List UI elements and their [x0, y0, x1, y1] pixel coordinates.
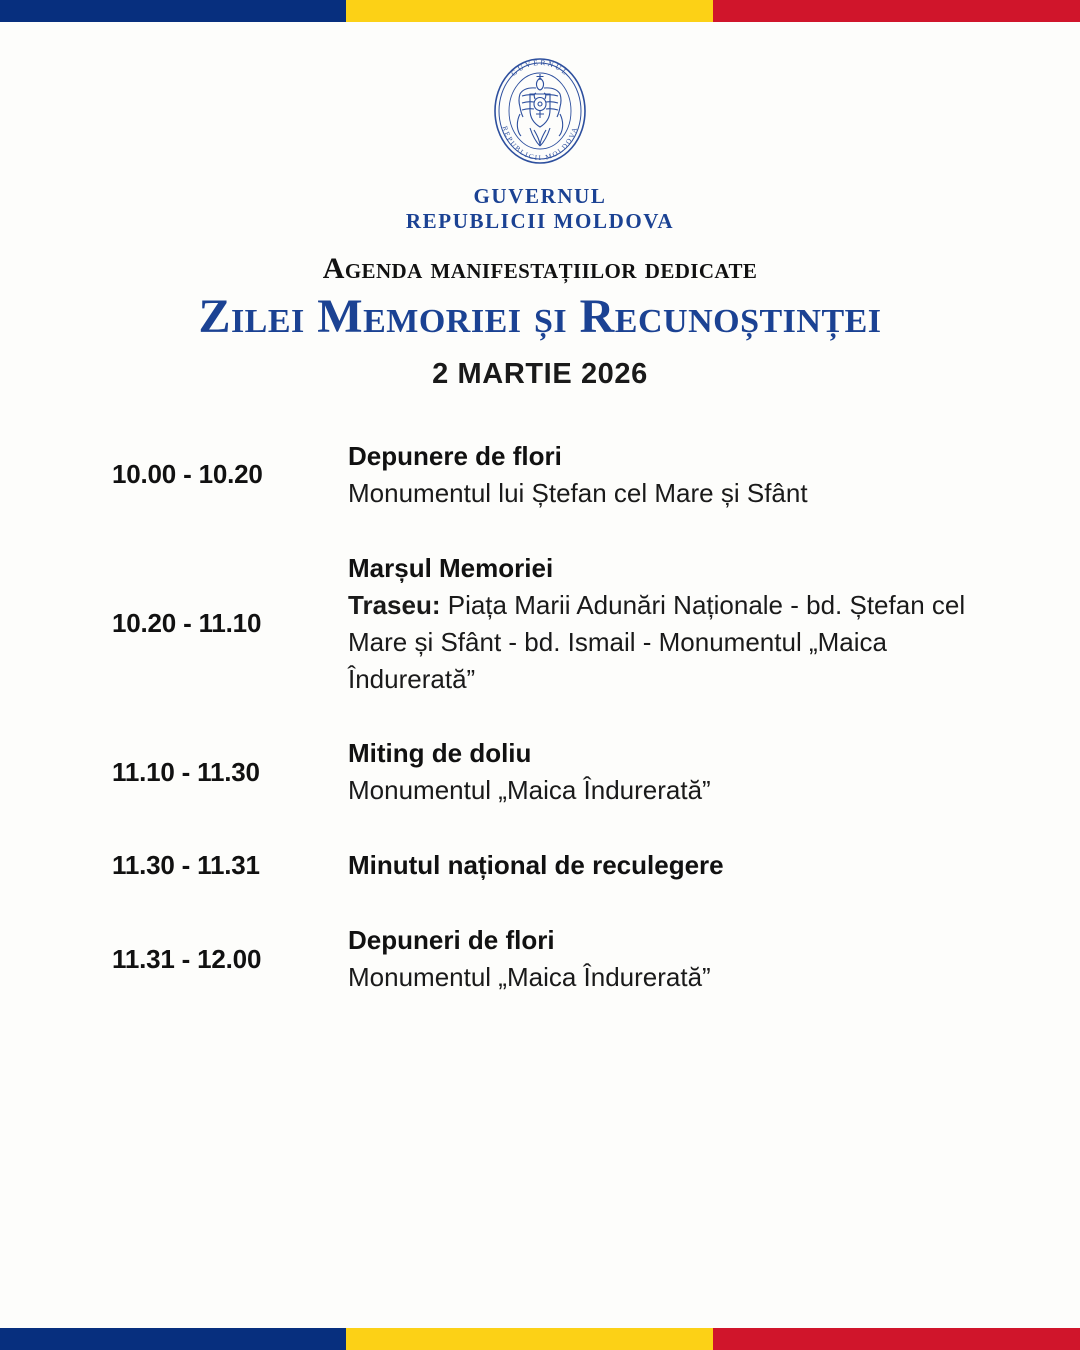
agenda-row [112, 438, 1020, 512]
flag-band-yellow [346, 1328, 713, 1350]
government-emblem-block [0, 52, 1080, 234]
agenda-event-sub: Monumentul lui Ștefan cel Mare și Sfânt [348, 477, 808, 508]
agenda-event-title: Miting de doliu [348, 738, 532, 769]
flag-band-blue [0, 1328, 346, 1350]
agenda-event-title: Marșul Memoriei [348, 552, 554, 583]
agenda-detail [348, 735, 1020, 809]
flag-band-blue [0, 0, 346, 22]
svg-text:REPUBLICII MOLDOVA: REPUBLICII MOLDOVA [500, 125, 580, 163]
agenda-time: 11.30 - 11.31 [112, 850, 260, 881]
agenda-event-title: Minutul național de reculegere [348, 850, 724, 881]
agenda-time: 10.00 - 10.20 [112, 459, 263, 490]
agenda-time: 10.20 - 11.10 [112, 608, 262, 639]
flag-band-red [713, 1328, 1080, 1350]
flag-band-yellow [346, 0, 713, 22]
poster-title: Zilei Memoriei și Recunoștinței [198, 290, 882, 343]
agenda-detail [348, 550, 1020, 698]
agenda-detail [348, 438, 1020, 512]
agenda-row [112, 847, 1020, 884]
svg-text:GUVERNUL: GUVERNUL [509, 57, 571, 78]
agenda-row [112, 735, 1020, 809]
agenda-event-title: Depuneri de flori [348, 925, 555, 956]
government-wordmark-line2: REPUBLICII MOLDOVA [405, 208, 675, 233]
moldova-state-seal-icon [484, 52, 596, 170]
poster-kicker: Agenda manifestațiilor dedicate [322, 252, 758, 285]
agenda-row [112, 922, 1020, 996]
agenda-detail [348, 847, 1020, 884]
flag-bar-top [0, 0, 1080, 22]
agenda-list [0, 438, 1080, 996]
agenda-event-location [348, 772, 1020, 809]
agenda-event-location [348, 959, 1020, 996]
flag-bar-bottom [0, 1328, 1080, 1350]
agenda-time: 11.31 - 12.00 [112, 943, 262, 974]
agenda-event-location [348, 475, 1020, 512]
agenda-event-lead: Traseu: [348, 589, 441, 620]
poster-heading-block [0, 252, 1080, 391]
government-wordmark-line1: GUVERNUL [473, 184, 607, 208]
agenda-event-sub: Piața Marii Adunări Naționale - bd. Ștefan cel Mare și Sfânt - bd. Ismail - Monumentul „Maica Îndurerată” [348, 589, 966, 694]
agenda-detail [348, 922, 1020, 996]
agenda-event-sub: Monumentul „Maica Îndurerată” [348, 962, 711, 993]
agenda-event-location [348, 587, 1020, 698]
poster-date: 2 MARTIE 2026 [432, 357, 648, 390]
government-wordmark [406, 184, 674, 234]
agenda-time: 11.10 - 11.30 [112, 756, 260, 787]
agenda-event-title: Depunere de flori [348, 441, 562, 471]
flag-band-red [713, 0, 1080, 22]
agenda-event-sub: Monumentul „Maica Îndurerată” [348, 775, 711, 806]
agenda-row [112, 550, 1020, 698]
